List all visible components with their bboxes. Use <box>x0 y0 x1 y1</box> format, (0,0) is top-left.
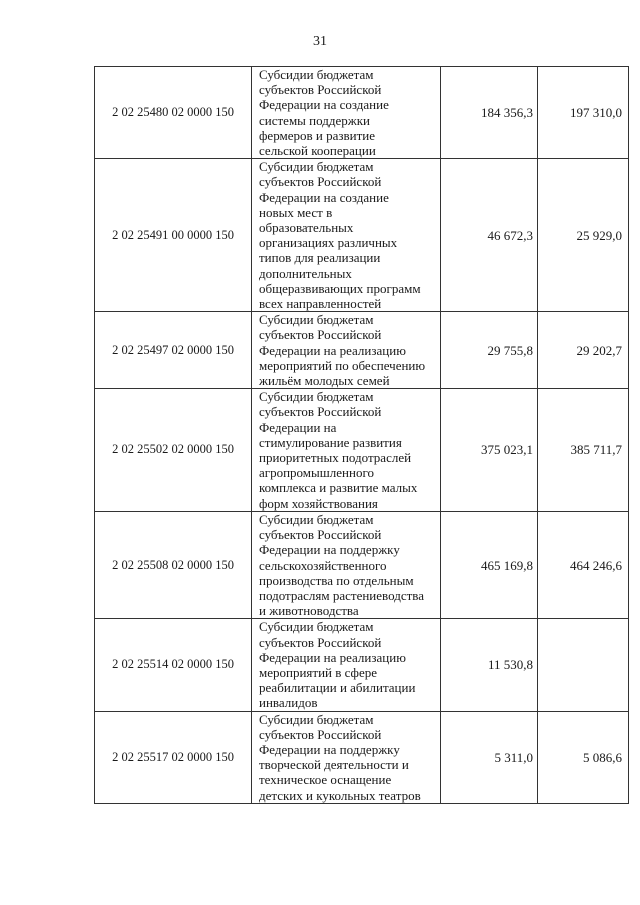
budget-code-cell: 2 02 25502 02 0000 150 <box>95 389 252 512</box>
description-line: Федерации на реализацию <box>259 649 406 665</box>
description-line: Федерации на поддержку <box>259 542 400 558</box>
description-line: Субсидии бюджетам <box>259 511 374 527</box>
table-row <box>95 67 629 159</box>
description-cell <box>252 312 441 389</box>
description-line: жильём молодых семей <box>259 373 390 389</box>
table-row <box>95 711 629 803</box>
description-line: детских и кукольных театров <box>259 787 421 803</box>
description-line: производства по отдельным <box>259 572 414 588</box>
budget-code-cell: 2 02 25480 02 0000 150 <box>95 67 252 159</box>
description-line: Федерации на реализацию <box>259 342 406 358</box>
description-line: сельскохозяйственного <box>259 557 387 573</box>
amount-year2-cell: 5 086,6 <box>538 711 629 803</box>
description-cell <box>252 511 441 618</box>
description-line: субъектов Российской <box>259 726 382 742</box>
description-line: субъектов Российской <box>259 634 382 650</box>
amount-year1-cell: 11 530,8 <box>441 619 538 711</box>
description-line: Федерации на <box>259 419 337 435</box>
description-line: субъектов Российской <box>259 327 382 343</box>
amount-year2-cell: 385 711,7 <box>538 389 629 512</box>
description-line: инвалидов <box>259 695 318 711</box>
description-line: и животноводства <box>259 603 359 619</box>
table-row <box>95 159 629 312</box>
description-line: Федерации на поддержку <box>259 741 400 757</box>
description-line: общеразвивающих программ <box>259 280 421 296</box>
description-line: подотраслям растениеводства <box>259 587 425 603</box>
table-body <box>95 67 629 804</box>
description-line: творческой деятельности и <box>259 757 409 773</box>
description-line: мероприятий по обеспечению <box>259 357 426 373</box>
description-line: типов для реализации <box>259 250 381 266</box>
description-line: субъектов Российской <box>259 527 382 543</box>
description-cell <box>252 711 441 803</box>
description-line: Федерации на создание <box>259 189 389 205</box>
description-line: Субсидии бюджетам <box>259 312 374 328</box>
amount-year2-cell: 25 929,0 <box>538 159 629 312</box>
description-line: всех направленностей <box>259 296 382 312</box>
description-line: фермеров и развитие <box>259 127 375 143</box>
description-line: техническое оснащение <box>259 772 392 788</box>
budget-code-cell: 2 02 25514 02 0000 150 <box>95 619 252 711</box>
description-line: новых мест в <box>259 204 333 220</box>
budget-code-cell: 2 02 25497 02 0000 150 <box>95 312 252 389</box>
budget-code-cell: 2 02 25517 02 0000 150 <box>95 711 252 803</box>
description-cell <box>252 159 441 312</box>
amount-year1-cell: 465 169,8 <box>441 511 538 618</box>
description-cell <box>252 389 441 512</box>
amount-year1-cell: 46 672,3 <box>441 159 538 312</box>
table-row <box>95 389 629 512</box>
amount-year1-cell: 5 311,0 <box>441 711 538 803</box>
table-row <box>95 511 629 618</box>
description-cell <box>252 67 441 159</box>
description-line: субъектов Российской <box>259 82 382 98</box>
budget-code-cell: 2 02 25491 00 0000 150 <box>95 159 252 312</box>
amount-year1-cell: 184 356,3 <box>441 67 538 159</box>
table-row <box>95 619 629 711</box>
description-line: Федерации на создание <box>259 97 389 113</box>
description-line: субъектов Российской <box>259 174 382 190</box>
description-line: мероприятий в сфере <box>259 664 378 680</box>
budget-code-cell: 2 02 25508 02 0000 150 <box>95 511 252 618</box>
description-line: образовательных <box>259 220 354 236</box>
amount-year2-cell: 197 310,0 <box>538 67 629 159</box>
budget-table <box>94 66 629 804</box>
amount-year1-cell: 29 755,8 <box>441 312 538 389</box>
amount-year2-cell: 464 246,6 <box>538 511 629 618</box>
description-line: Субсидии бюджетам <box>259 159 374 175</box>
description-line: Субсидии бюджетам <box>259 619 374 635</box>
description-line: Субсидии бюджетам <box>259 389 374 405</box>
description-cell <box>252 619 441 711</box>
description-line: системы поддержки <box>259 112 370 128</box>
description-line: форм хозяйствования <box>259 495 378 511</box>
amount-year2-cell: 29 202,7 <box>538 312 629 389</box>
page-number: 31 <box>313 34 327 49</box>
description-line: Субсидии бюджетам <box>259 711 374 727</box>
description-line: приоритетных подотраслей <box>259 450 412 466</box>
description-line: стимулирование развития <box>259 434 402 450</box>
description-line: агропромышленного <box>259 465 374 481</box>
description-line: субъектов Российской <box>259 404 382 420</box>
description-line: комплекса и развитие малых <box>259 480 418 496</box>
description-line: реабилитации и абилитации <box>259 680 416 696</box>
amount-year1-cell: 375 023,1 <box>441 389 538 512</box>
description-line: Субсидии бюджетам <box>259 67 374 82</box>
description-line: сельской кооперации <box>259 143 376 159</box>
table-row <box>95 312 629 389</box>
description-line: организациях различных <box>259 235 398 251</box>
description-line: дополнительных <box>259 265 352 281</box>
amount-year2-cell <box>538 619 629 711</box>
